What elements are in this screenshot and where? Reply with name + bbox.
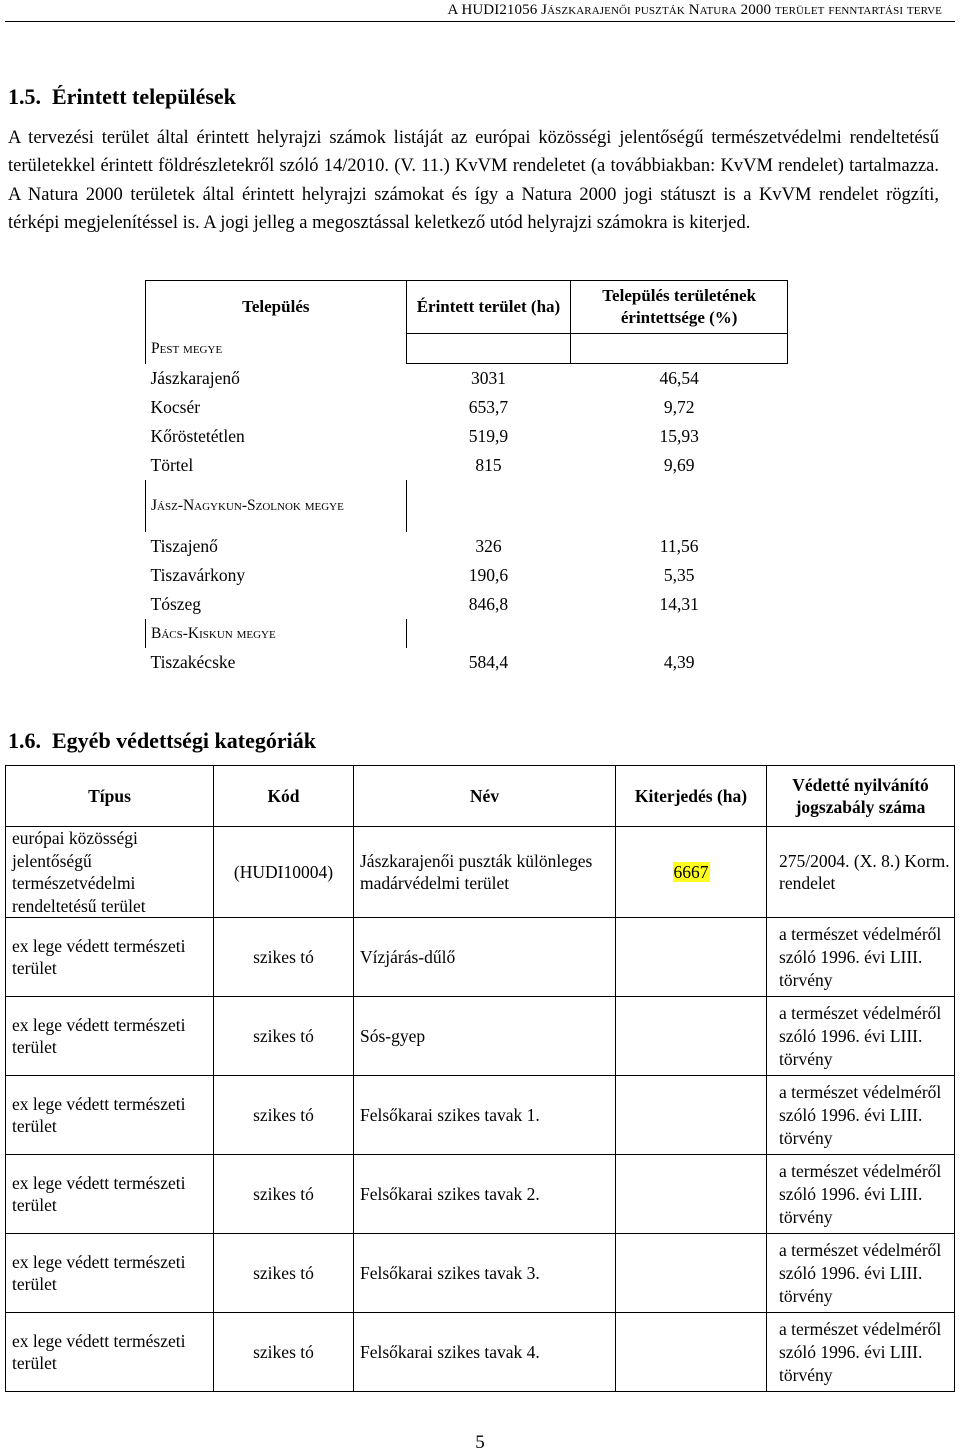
affected-area: 653,7	[468, 397, 509, 417]
legal-act: a természet védelméről szóló 1996. évi LIII. törvény	[767, 1234, 955, 1313]
column-header-settlement: Település	[146, 281, 407, 334]
affected-area: 326	[475, 536, 502, 556]
table-row	[6, 918, 955, 997]
section-heading-1-6	[8, 728, 316, 754]
table-header-row	[146, 281, 788, 334]
site-name: Felsőkarai szikes tavak 3.	[354, 1234, 616, 1313]
affected-percent: 9,72	[663, 397, 695, 417]
protection-categories-table	[5, 765, 955, 1392]
affected-area: 846,8	[468, 594, 509, 614]
section-number: 1.5.	[8, 84, 41, 109]
affected-percent: 15,93	[659, 426, 699, 446]
site-code: szikes tó	[214, 1234, 354, 1313]
table-row	[146, 451, 788, 480]
protection-type: ex lege védett természeti terület	[6, 997, 214, 1076]
legal-act: a természet védelméről szóló 1996. évi LIII. törvény	[767, 997, 955, 1076]
running-title: A HUDI21056 Jászkarajenői puszták Natura 2000 terület fenntartási terve	[447, 2, 942, 18]
county-row	[146, 619, 788, 648]
county-percent-empty	[571, 619, 788, 648]
site-name: Felsőkarai szikes tavak 4.	[354, 1313, 616, 1392]
column-header-name: Név	[354, 766, 616, 827]
column-header-type: Típus	[6, 766, 214, 827]
settlement-name: Kocsér	[150, 397, 201, 417]
column-header-affected-percent: Település területének érintettsége (%)	[571, 281, 788, 334]
settlements-table	[145, 280, 788, 677]
table-row	[146, 590, 788, 619]
table-header-row	[6, 766, 955, 827]
site-name: Felsőkarai szikes tavak 1.	[354, 1076, 616, 1155]
site-code: szikes tó	[214, 1313, 354, 1392]
settlement-name: Tiszajenő	[150, 536, 218, 556]
legal-act: a természet védelméről szóló 1996. évi LIII. törvény	[767, 1313, 955, 1392]
affected-percent: 46,54	[659, 368, 699, 388]
table-row	[146, 393, 788, 422]
legal-act: a természet védelméről szóló 1996. évi LIII. törvény	[767, 1155, 955, 1234]
site-name: Sós-gyep	[354, 997, 616, 1076]
page-header	[0, 0, 960, 22]
settlement-name: Törtel	[150, 455, 194, 475]
county-area-empty	[406, 480, 571, 532]
site-name: Felsőkarai szikes tavak 2.	[354, 1155, 616, 1234]
county-area-empty	[406, 619, 571, 648]
page-number: 5	[475, 1432, 485, 1453]
table-row	[6, 827, 955, 918]
site-extent	[616, 827, 767, 918]
column-header-law: Védetté nyilvánító jogszabály száma	[767, 766, 955, 827]
affected-percent: 11,56	[659, 536, 699, 556]
column-header-extent: Kiterjedés (ha)	[616, 766, 767, 827]
column-header-code: Kód	[214, 766, 354, 827]
county-name: Jász-Nagykun-Szolnok megye	[146, 480, 407, 532]
section-heading-1-5	[8, 84, 236, 110]
section-title: Egyéb védettségi kategóriák	[52, 728, 316, 753]
site-name: Jászkarajenői puszták különleges madárvédelmi terület	[354, 827, 616, 918]
county-area-empty	[406, 334, 571, 364]
table-row	[6, 997, 955, 1076]
table-row	[6, 1076, 955, 1155]
site-extent	[616, 1155, 767, 1234]
county-row	[146, 334, 788, 364]
table-row	[146, 422, 788, 451]
county-percent-empty	[571, 480, 788, 532]
affected-percent: 4,39	[663, 652, 695, 672]
county-row	[146, 480, 788, 532]
affected-area: 815	[475, 455, 502, 475]
site-code: (HUDI10004)	[214, 827, 354, 918]
county-percent-empty	[571, 334, 788, 364]
county-name: Pest megye	[146, 334, 407, 364]
affected-percent: 14,31	[659, 594, 699, 614]
section-number: 1.6.	[8, 728, 41, 753]
settlement-name: Tiszakécske	[150, 652, 236, 672]
affected-area: 3031	[470, 368, 506, 388]
site-extent	[616, 918, 767, 997]
county-name: Bács-Kiskun megye	[146, 619, 407, 648]
site-code: szikes tó	[214, 1155, 354, 1234]
affected-area: 190,6	[468, 565, 509, 585]
affected-percent: 5,35	[663, 565, 695, 585]
protection-type: ex lege védett természeti terület	[6, 1313, 214, 1392]
site-code: szikes tó	[214, 1076, 354, 1155]
intro-paragraph: A tervezési terület által érintett helyrajzi számok listáját az európai közösségi jelentőségű természetvédelmi rendeltetésű területekkel érintett földrészletekről szóló 14/2010. (V. 11.) KvVM rendeletet (a továbbiakban: KvVM rendelet) tartalmazza. A Natura 2000 területek által érintett helyrajzi számokat és így a Natura 2000 jogi státuszt is a KvVM rendelet rögzíti, térképi megjelenítéssel is. A jogi jelleg a megosztással keletkező utód helyrajzi számokra is kiterjed.	[8, 128, 939, 234]
table-row	[146, 648, 788, 677]
affected-area: 519,9	[468, 426, 509, 446]
protection-type: európai közösségi jelentőségű természetvédelmi rendeltetésű terület	[6, 827, 214, 918]
protection-type: ex lege védett természeti terület	[6, 1155, 214, 1234]
site-code: szikes tó	[214, 997, 354, 1076]
table-row	[6, 1155, 955, 1234]
legal-act: a természet védelméről szóló 1996. évi LIII. törvény	[767, 918, 955, 997]
table-row	[6, 1313, 955, 1392]
site-extent	[616, 997, 767, 1076]
column-header-affected-area: Érintett terület (ha)	[406, 281, 571, 334]
site-extent	[616, 1234, 767, 1313]
section-title: Érintett települések	[52, 84, 236, 109]
table-row	[146, 532, 788, 561]
legal-act: a természet védelméről szóló 1996. évi LIII. törvény	[767, 1076, 955, 1155]
settlement-name: Jászkarajenő	[150, 367, 240, 388]
protection-type: ex lege védett természeti terület	[6, 1234, 214, 1313]
table-row	[146, 561, 788, 590]
table-row	[6, 1234, 955, 1313]
affected-percent: 9,69	[663, 455, 695, 475]
protection-type: ex lege védett természeti terület	[6, 1076, 214, 1155]
site-code: szikes tó	[214, 918, 354, 997]
site-extent	[616, 1313, 767, 1392]
settlement-name: Tiszavárkony	[150, 565, 246, 585]
settlement-name: Kőröstetétlen	[150, 426, 245, 446]
legal-act: 275/2004. (X. 8.) Korm. rendelet	[767, 827, 955, 918]
site-extent	[616, 1076, 767, 1155]
highlighted-extent: 6667	[673, 861, 709, 882]
protection-type: ex lege védett természeti terület	[6, 918, 214, 997]
settlement-name: Tószeg	[150, 594, 202, 614]
site-name: Vízjárás-dűlő	[354, 918, 616, 997]
table-row	[146, 364, 788, 394]
header-rule	[5, 21, 955, 22]
affected-area: 584,4	[468, 652, 509, 672]
